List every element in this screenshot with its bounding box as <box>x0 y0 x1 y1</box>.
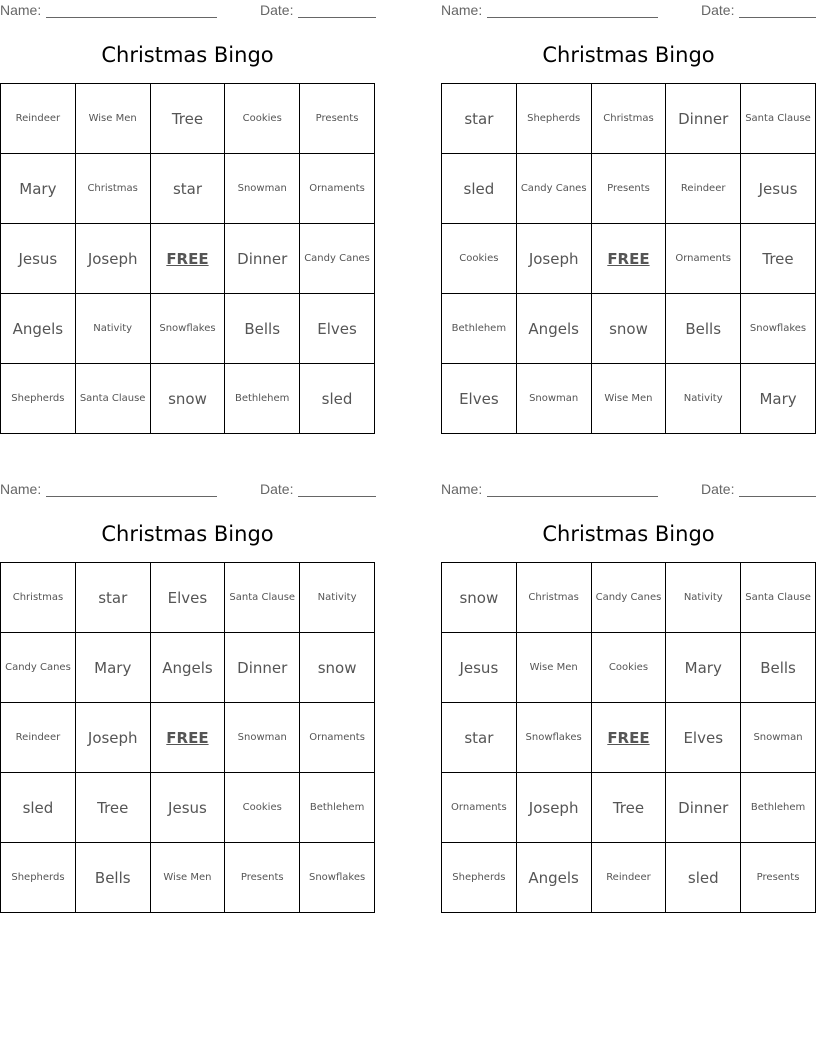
grid-cell: Bells <box>741 633 816 703</box>
name-label: Name: <box>441 2 483 18</box>
grid-cell: Snowflakes <box>741 294 816 364</box>
grid-cell: Shepherds <box>516 84 591 154</box>
name-field-line <box>46 17 217 18</box>
grid-cell: Ornaments <box>300 703 375 773</box>
date-label: Date: <box>701 2 735 18</box>
date-label: Date: <box>260 481 294 497</box>
card-header <box>0 481 375 499</box>
free-space: FREE <box>591 224 666 294</box>
grid-cell: Jesus <box>1 224 76 294</box>
card-header <box>0 2 375 20</box>
grid-cell: Christmas <box>1 563 76 633</box>
grid-cell: Bells <box>75 843 150 913</box>
grid-cell: Shepherds <box>1 364 76 434</box>
grid-row <box>1 154 375 224</box>
grid-cell: Jesus <box>442 633 517 703</box>
name-field-line <box>46 496 217 497</box>
grid-cell: Angels <box>150 633 225 703</box>
grid-cell: Christmas <box>75 154 150 224</box>
grid-cell: sled <box>300 364 375 434</box>
grid-cell: Dinner <box>666 84 741 154</box>
grid-row <box>1 843 375 913</box>
grid-cell: Cookies <box>225 773 300 843</box>
grid-row <box>442 633 816 703</box>
grid-cell: snow <box>300 633 375 703</box>
grid-cell: Shepherds <box>1 843 76 913</box>
grid-cell: Wise Men <box>150 843 225 913</box>
grid-cell: Nativity <box>666 563 741 633</box>
grid-cell: Ornaments <box>666 224 741 294</box>
grid-row <box>442 773 816 843</box>
card-title: Christmas Bingo <box>542 522 715 546</box>
grid-cell: Mary <box>741 364 816 434</box>
grid-cell: Santa Clause <box>225 563 300 633</box>
grid-cell: Bells <box>225 294 300 364</box>
grid-cell: Santa Clause <box>741 563 816 633</box>
grid-cell: Snowman <box>741 703 816 773</box>
grid-cell: Bethlehem <box>225 364 300 434</box>
card-title: Christmas Bingo <box>101 522 274 546</box>
grid-cell: Bells <box>666 294 741 364</box>
bingo-grid <box>441 83 816 434</box>
grid-cell: Elves <box>666 703 741 773</box>
grid-cell: Snowman <box>225 154 300 224</box>
grid-cell: Wise Men <box>591 364 666 434</box>
grid-row <box>1 773 375 843</box>
name-label: Name: <box>0 481 42 497</box>
grid-cell: Dinner <box>225 633 300 703</box>
grid-cell: Snowman <box>516 364 591 434</box>
grid-cell: Angels <box>516 843 591 913</box>
grid-cell: sled <box>1 773 76 843</box>
grid-cell: sled <box>442 154 517 224</box>
grid-cell: Candy Canes <box>591 563 666 633</box>
grid-cell: Jesus <box>150 773 225 843</box>
grid-cell: Presents <box>225 843 300 913</box>
grid-cell: Reindeer <box>1 703 76 773</box>
grid-cell: snow <box>442 563 517 633</box>
grid-cell: snow <box>591 294 666 364</box>
grid-cell: star <box>442 703 517 773</box>
grid-cell: snow <box>150 364 225 434</box>
grid-row <box>442 294 816 364</box>
grid-cell: Bethlehem <box>741 773 816 843</box>
grid-row <box>1 224 375 294</box>
bingo-card-2 <box>441 0 816 430</box>
card-header <box>441 2 816 20</box>
grid-cell: Cookies <box>442 224 517 294</box>
name-field-line <box>487 496 658 497</box>
grid-cell: Jesus <box>741 154 816 224</box>
grid-cell: Wise Men <box>516 633 591 703</box>
grid-cell: Elves <box>300 294 375 364</box>
grid-cell: star <box>150 154 225 224</box>
bingo-card-4 <box>441 479 816 909</box>
grid-cell: Mary <box>1 154 76 224</box>
grid-cell: Cookies <box>591 633 666 703</box>
grid-cell: Snowflakes <box>516 703 591 773</box>
grid-row <box>1 633 375 703</box>
grid-row <box>442 563 816 633</box>
grid-cell: Candy Canes <box>516 154 591 224</box>
free-space: FREE <box>591 703 666 773</box>
grid-cell: Tree <box>150 84 225 154</box>
grid-cell: Presents <box>591 154 666 224</box>
bingo-grid <box>0 562 375 913</box>
grid-cell: Shepherds <box>442 843 517 913</box>
grid-cell: Presents <box>300 84 375 154</box>
free-space: FREE <box>150 703 225 773</box>
grid-cell: Santa Clause <box>741 84 816 154</box>
grid-cell: Nativity <box>666 364 741 434</box>
grid-cell: Mary <box>666 633 741 703</box>
grid-cell: Ornaments <box>300 154 375 224</box>
grid-cell: Dinner <box>225 224 300 294</box>
grid-row <box>1 563 375 633</box>
grid-cell: Candy Canes <box>300 224 375 294</box>
grid-row <box>1 84 375 154</box>
grid-cell: Angels <box>1 294 76 364</box>
grid-cell: Snowflakes <box>150 294 225 364</box>
grid-cell: Tree <box>75 773 150 843</box>
name-field-line <box>487 17 658 18</box>
grid-row <box>442 843 816 913</box>
grid-cell: Reindeer <box>666 154 741 224</box>
grid-row <box>442 703 816 773</box>
card-header <box>441 481 816 499</box>
grid-cell: Joseph <box>75 224 150 294</box>
grid-cell: Nativity <box>300 563 375 633</box>
date-label: Date: <box>701 481 735 497</box>
grid-cell: Elves <box>150 563 225 633</box>
grid-cell: sled <box>666 843 741 913</box>
grid-cell: Reindeer <box>1 84 76 154</box>
date-label: Date: <box>260 2 294 18</box>
date-field-line <box>298 17 376 18</box>
grid-cell: Snowflakes <box>300 843 375 913</box>
grid-cell: star <box>442 84 517 154</box>
grid-cell: Tree <box>741 224 816 294</box>
grid-cell: Dinner <box>666 773 741 843</box>
grid-cell: Joseph <box>516 773 591 843</box>
bingo-card-1 <box>0 0 375 430</box>
grid-row <box>442 84 816 154</box>
card-title: Christmas Bingo <box>101 43 274 67</box>
grid-row <box>1 364 375 434</box>
date-field-line <box>298 496 376 497</box>
grid-row <box>442 364 816 434</box>
grid-cell: Joseph <box>516 224 591 294</box>
grid-cell: Wise Men <box>75 84 150 154</box>
bingo-grid <box>441 562 816 913</box>
grid-cell: Angels <box>516 294 591 364</box>
grid-row <box>1 703 375 773</box>
grid-cell: star <box>75 563 150 633</box>
grid-cell: Reindeer <box>591 843 666 913</box>
grid-cell: Elves <box>442 364 517 434</box>
card-title: Christmas Bingo <box>542 43 715 67</box>
grid-cell: Bethlehem <box>442 294 517 364</box>
grid-cell: Cookies <box>225 84 300 154</box>
bingo-grid <box>0 83 375 434</box>
date-field-line <box>739 17 816 18</box>
grid-cell: Snowman <box>225 703 300 773</box>
free-space: FREE <box>150 224 225 294</box>
name-label: Name: <box>0 2 42 18</box>
grid-cell: Christmas <box>516 563 591 633</box>
grid-cell: Nativity <box>75 294 150 364</box>
grid-cell: Presents <box>741 843 816 913</box>
date-field-line <box>739 496 816 497</box>
grid-cell: Mary <box>75 633 150 703</box>
grid-cell: Candy Canes <box>1 633 76 703</box>
grid-row <box>442 154 816 224</box>
grid-cell: Ornaments <box>442 773 517 843</box>
grid-cell: Santa Clause <box>75 364 150 434</box>
grid-cell: Joseph <box>75 703 150 773</box>
name-label: Name: <box>441 481 483 497</box>
grid-row <box>1 294 375 364</box>
grid-row <box>442 224 816 294</box>
bingo-card-3 <box>0 479 375 909</box>
grid-cell: Christmas <box>591 84 666 154</box>
grid-cell: Tree <box>591 773 666 843</box>
grid-cell: Bethlehem <box>300 773 375 843</box>
